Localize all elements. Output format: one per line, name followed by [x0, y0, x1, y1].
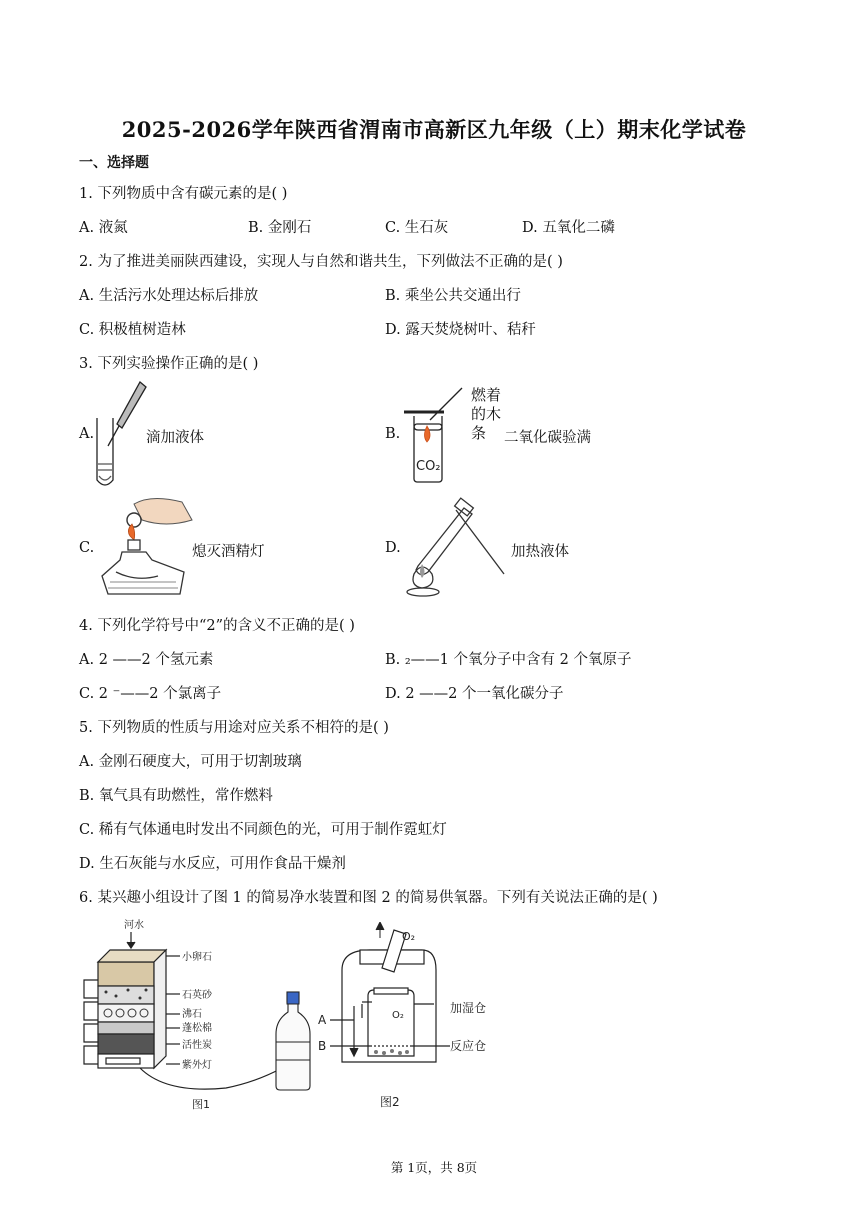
q5-option-c: C. 稀有气体通电时发出不同颜色的光，可用于制作霓虹灯 — [79, 822, 447, 838]
q3-option-b-letter: B. — [385, 426, 401, 442]
question-4-stem: 4. 下列化学符号中“2”的含义不正确的是( ) — [79, 618, 355, 634]
q1-option-b: B. 金刚石 — [248, 220, 312, 236]
fig1-layer-2: 沸石 — [182, 1009, 202, 1020]
q2-option-a: A. 生活污水处理达标后排放 — [79, 288, 259, 304]
q3-option-b-label: 二氧化碳验满 — [504, 430, 591, 446]
burning-stick-label: 燃着 的木 条 — [471, 386, 502, 442]
q4-option-d: D. 2 ——2 个一氧化碳分子 — [385, 686, 564, 702]
fig2-label-a: A — [318, 1013, 327, 1027]
q1-option-a: A. 液氮 — [79, 220, 128, 236]
section-heading: 一、选择题 — [79, 155, 149, 171]
q5-option-d: D. 生石灰能与水反应，可用作食品干燥剂 — [79, 856, 346, 872]
q1-option-d: D. 五氧化二磷 — [522, 220, 615, 236]
question-6-stem: 6. 某兴趣小组设计了图 1 的简易净水装置和图 2 的简易供氧器。下列有关说法正确的是( ) — [79, 890, 658, 906]
co2-label: CO₂ — [416, 459, 441, 474]
question-5-stem: 5. 下列物质的性质与用途对应关系不相符的是( ) — [79, 720, 389, 736]
fig2-caption: 图2 — [380, 1095, 400, 1109]
q3-option-d-letter: D. — [385, 540, 401, 556]
q2-option-c: C. 积极植树造林 — [79, 322, 186, 338]
co2-bottle-figure — [400, 380, 470, 488]
fig2-o2-top: O₂ — [402, 930, 416, 943]
q3-option-a-letter: A. — [79, 426, 95, 442]
q4-option-a: A. 2 ——2 个氢元素 — [79, 652, 214, 668]
fig1-layer-0: 小卵石 — [182, 952, 212, 963]
fig1-layer-3: 蓬松棉 — [182, 1023, 212, 1034]
fig1-top-label: 河水 — [124, 920, 144, 931]
question-1-stem: 1. 下列物质中含有碳元素的是( ) — [79, 186, 288, 202]
fig1-layer-1: 石英砂 — [182, 990, 212, 1001]
alcohol-lamp-figure — [96, 490, 196, 602]
fig1-layer-4: 活性炭 — [182, 1040, 212, 1051]
fig2-reaction-label: 反应仓 — [450, 1039, 487, 1053]
fig1-caption: 图1 — [192, 1098, 210, 1111]
oxygen-supplier-figure — [310, 922, 530, 1112]
question-3-stem: 3. 下列实验操作正确的是( ) — [79, 356, 259, 372]
q3-option-d-label: 加热液体 — [511, 544, 569, 560]
fig2-label-b: B — [318, 1039, 327, 1053]
page-footer: 第 1页，共 8页 — [390, 1160, 478, 1175]
q4-option-c: C. 2 ⁻——2 个氯离子 — [79, 686, 222, 702]
q2-option-b: B. 乘坐公共交通出行 — [385, 288, 521, 304]
question-2-stem: 2. 为了推进美丽陕西建设，实现人与自然和谐共生，下列做法不正确的是( ) — [79, 254, 563, 270]
q5-option-b: B. 氧气具有助燃性，常作燃料 — [79, 788, 273, 804]
q5-option-a: A. 金刚石硬度大，可用于切割玻璃 — [79, 754, 302, 770]
q2-option-d: D. 露天焚烧树叶、秸秆 — [385, 322, 536, 338]
fig2-o2-inner: O₂ — [392, 1010, 404, 1021]
q4-option-b: B. ₂——1 个氧分子中含有 2 个氧原子 — [385, 652, 632, 668]
page-title: 2025-2026学年陕西省渭南市高新区九年级（上）期末化学试卷 — [121, 117, 747, 142]
dropper-test-tube-figure — [94, 378, 154, 490]
q3-option-a-label: 滴加液体 — [146, 430, 204, 446]
fig1-layer-5: 紫外灯 — [182, 1060, 212, 1071]
heating-liquid-figure — [400, 494, 510, 600]
q3-option-c-label: 熄灭酒精灯 — [192, 544, 265, 560]
q1-option-c: C. 生石灰 — [385, 220, 449, 236]
q3-option-c-letter: C. — [79, 540, 95, 556]
fig2-humidifier-label: 加湿仓 — [450, 1001, 487, 1015]
